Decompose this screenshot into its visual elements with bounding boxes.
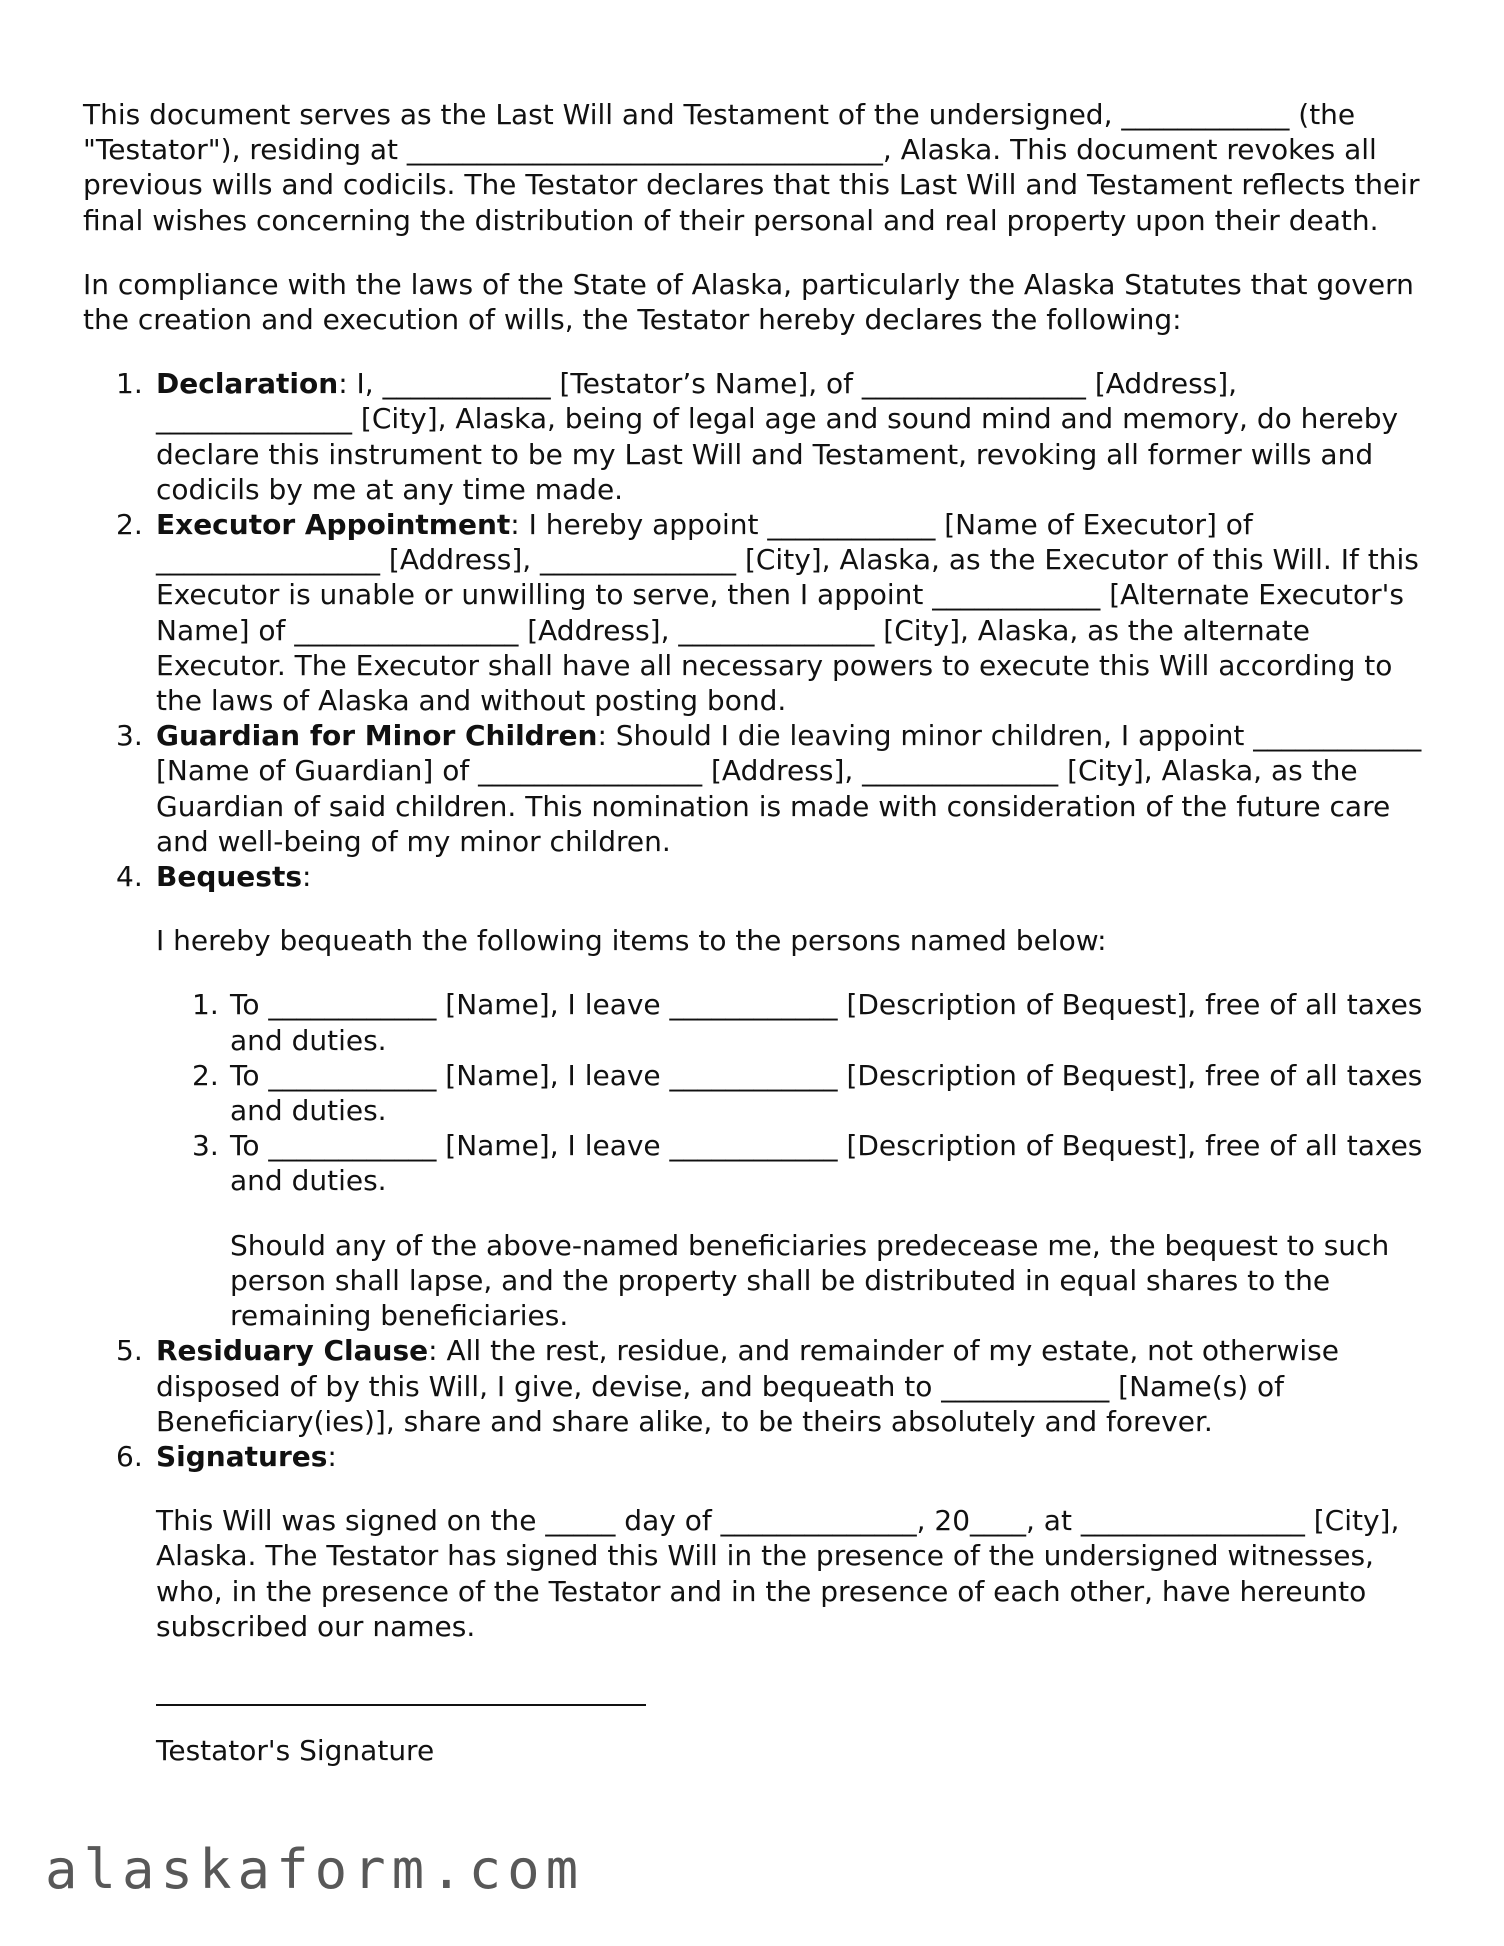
declaration-list: [116, 366, 1423, 1768]
item-text: : I, ____________ [Testator’s Name], of ________________ [Address], ______________ [City], Alaska, being of legal age and sound mind and memory, do hereby declare this instrument to be my Last Will and Testament, revoking all former wills and codicils by me at any time made.: [156, 367, 1399, 506]
item-number: 6.: [116, 1439, 143, 1473]
item-text: : I hereby appoint ____________ [Name of Executor] of ________________ [Address], ______________ [City], Alaska, as the Executor of this Will. If this Executor is unable or unwilling to serve, then I appoint ____________ [Alternate Executor's Name] of ________________ [Address], ______________ [City], Alaska, as the alternate Executor. The Executor shall have all necessary powers to execute this Will according to the laws of Alaska and without posting bond.: [156, 508, 1419, 718]
bequest-item: [192, 1128, 1423, 1333]
bequest-text: To ____________ [Name], I leave ____________ [Description of Bequest], free of all taxes and duties.: [230, 1129, 1423, 1198]
item-title: Residuary Clause: [156, 1334, 429, 1368]
item-number: 5.: [116, 1334, 143, 1368]
item-title: Declaration: [156, 367, 339, 401]
item-number: 2.: [116, 508, 143, 542]
watermark-logo: alaskaform.com: [45, 1838, 585, 1901]
item-title: Bequests: [156, 860, 303, 894]
bequest-number: 2.: [192, 1058, 219, 1092]
bequest-number: 1.: [192, 988, 219, 1022]
item-title: Signatures: [156, 1439, 328, 1473]
bequests-intro: I hereby bequeath the following items to the persons named below:: [156, 924, 1107, 958]
intro-paragraph-2: In compliance with the laws of the State of Alaska, particularly the Alaska Statutes that govern the creation and execution of wills, the Testator hereby declares the following:: [83, 267, 1414, 337]
bequest-text: To ____________ [Name], I leave ____________ [Description of Bequest], free of all taxes and duties.: [230, 988, 1423, 1057]
lapse-paragraph: Should any of the above-named beneficiaries predecease me, the bequest to such person shall lapse, and the property shall be distributed in equal shares to the remaining beneficiaries.: [230, 1228, 1390, 1333]
list-item-executor: [116, 507, 1423, 718]
item-text: :: [302, 860, 312, 894]
list-item-residuary: [116, 1333, 1423, 1439]
item-number: 1.: [116, 367, 143, 401]
bequest-item: [192, 987, 1423, 1057]
item-text: : Should I die leaving minor children, I appoint ____________ [Name of Guardian] of ________________ [Address], ______________ [City], Alaska, as the Guardian of said children. This nomination is made with consideration of the future care and well-being of my minor children.: [156, 719, 1422, 858]
item-number: 3.: [116, 719, 143, 753]
item-number: 4.: [116, 860, 143, 894]
list-item-declaration: [116, 366, 1423, 507]
list-item-guardian: [116, 718, 1423, 859]
bequest-text: To ____________ [Name], I leave ____________ [Description of Bequest], free of all taxes and duties.: [230, 1058, 1423, 1128]
list-item-bequests: [116, 859, 1423, 1333]
item-title: Guardian for Minor Children: [156, 719, 598, 753]
item-text: : All the rest, residue, and remainder of my estate, not otherwise disposed of by this Will, I give, devise, and bequeath to ____________ [Name(s) of Beneficiary(ies)], share and share alike, to be theirs absolutely and forever.: [156, 1334, 1339, 1438]
testator-signature-line[interactable]: [156, 1684, 646, 1706]
will-document: [83, 97, 1423, 1768]
bequest-number: 3.: [192, 1129, 219, 1163]
list-item-signatures: [116, 1439, 1423, 1768]
intro-paragraph-1: This document serves as the Last Will and Testament of the undersigned, ____________ (the "Testator"), residing at __________________________________, Alaska. This document revokes all previous wills and codicils. The Testator declares that this Last Will and Testament reflects their final wishes concerning the distribution of their personal and real property upon their death.: [83, 98, 1420, 237]
item-text: :: [327, 1439, 337, 1473]
bequest-item: [192, 1058, 1423, 1128]
bequests-list: [192, 987, 1423, 1333]
item-title: Executor Appointment: [156, 508, 511, 542]
signatures-paragraph: This Will was signed on the _____ day of ______________, 20____, at ________________ [City], Alaska. The Testator has signed this Will in the presence of the undersigned witnesses, who, in the presence of the Testator and in the presence of each other, have hereunto subscribed our names.: [156, 1504, 1400, 1643]
testator-signature-label: Testator's Signature: [156, 1733, 435, 1767]
